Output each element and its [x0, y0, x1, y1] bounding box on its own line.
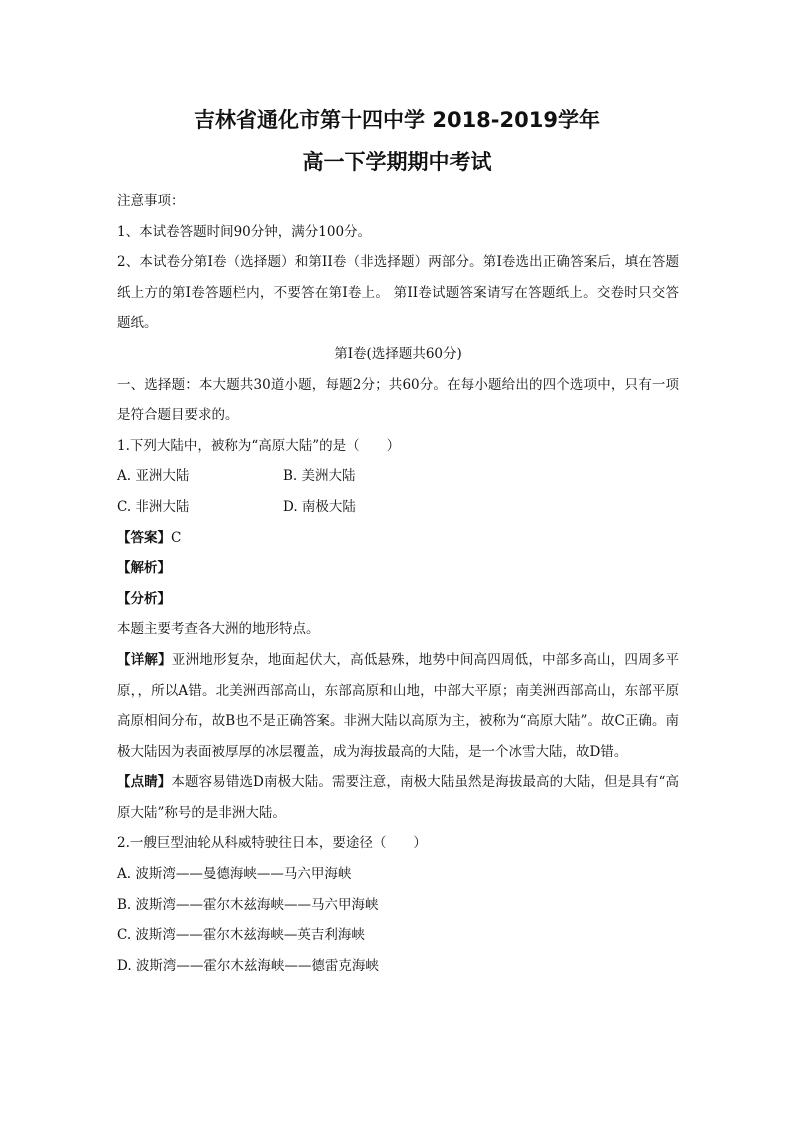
xiangjie-tag: 【详解】 — [117, 651, 172, 668]
question-1-option-a: A. 亚洲大陆 — [117, 468, 190, 485]
question-1-option-c: C. 非洲大陆 — [117, 498, 190, 515]
question-1-answer — [117, 523, 679, 554]
dianjing-tag: 【点睛】 — [117, 774, 172, 791]
xiangjie-text: 亚洲地形复杂，地面起伏大，高低悬殊，地势中间高四周低，中部多高山，四周多平原，，所以A错。北美洲西部高山，东部高原和山地，中部大平原；南美洲西部高山，东部平原高原相间分布，故B也不是正确答案。非洲大陆以高原为主，被称为“高原大陆”。故C正确。南极大陆因为表面被厚厚的冰层覆盖，成为海拔最高的大陆，是一个冰雪大陆，故D错。 — [117, 651, 680, 760]
question-1-options-row-2 — [117, 492, 679, 523]
dianjing-paragraph — [117, 767, 679, 828]
question-2-option-c: C. 波斯湾——霍尔木兹海峡—英吉利海峡 — [117, 927, 365, 944]
section-instruction: 一、选择题：本大题共30道小题，每题2分；共60分。在每小题给出的四个选项中，只有一项是符合题目要求的。 — [117, 376, 679, 424]
dianjing-text: 本题容易错选D南极大陆。需要注意，南极大陆虽然是海拔最高的大陆，但是具有“高原大陆”称号的是非洲大陆。 — [117, 774, 679, 821]
fenxi-tag: 【分析】 — [117, 590, 171, 607]
answer-tag: 【答案】 — [117, 529, 171, 546]
question-1-stem: 1.下列大陆中，被称为“高原大陆”的是（ ） — [117, 437, 401, 454]
answer-value: C — [171, 529, 182, 546]
notice-heading: 注意事项： — [117, 193, 185, 209]
section-title: 第Ⅰ卷(选择题共60分) — [334, 345, 462, 362]
document-body — [117, 186, 679, 981]
question-1-option-d: D. 南极大陆 — [283, 498, 356, 515]
question-1-options-row-1 — [117, 461, 679, 492]
question-2-option-a: A. 波斯湾——曼德海峡——马六甲海峡 — [117, 866, 352, 883]
question-2-option-d: D. 波斯湾——霍尔木兹海峡——德雷克海峡 — [117, 957, 379, 974]
question-1-option-b: B. 美洲大陆 — [283, 468, 356, 485]
notice-item-1: 1、本试卷答题时间90分钟，满分100分。 — [117, 223, 372, 240]
xiangjie-paragraph — [117, 645, 679, 767]
exam-title-line1: 吉林省通化市第十四中学 2018-2019学年 — [194, 108, 600, 132]
jiexi-tag: 【解析】 — [117, 560, 171, 577]
exam-title-line2: 高一下学期期中考试 — [302, 150, 492, 174]
question-2-stem: 2.一艘巨型油轮从科威特驶往日本，要途径（ ） — [117, 835, 427, 852]
notice-item-2: 2、本试卷分第I卷（选择题）和第II卷（非选择题）两部分。第I卷选出正确答案后，填在答题纸上方的第I卷答题栏内，不要答在第I卷上。 第II卷试题答案请写在答题纸上。交卷时只交答题纸。 — [117, 254, 679, 332]
question-2-option-b: B. 波斯湾——霍尔木兹海峡——马六甲海峡 — [117, 896, 379, 913]
fenxi-text: 本题主要考查各大洲的地形特点。 — [117, 621, 320, 638]
